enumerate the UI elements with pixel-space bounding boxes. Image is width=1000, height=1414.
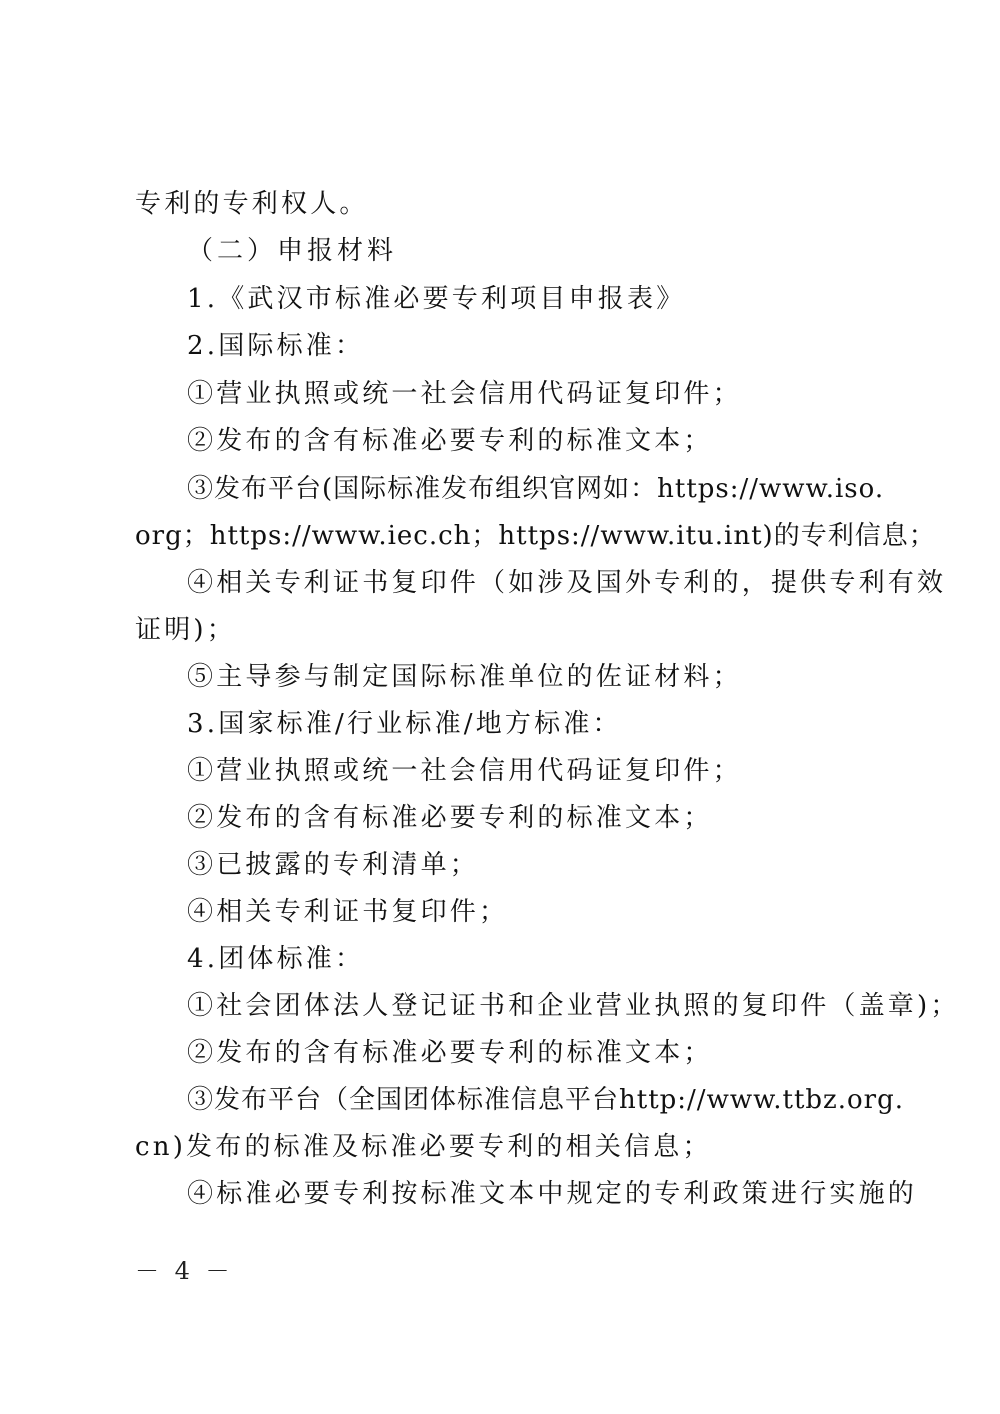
- list-item: ⑤主导参与制定国际标准单位的佐证材料；: [187, 662, 742, 692]
- list-item-continuation: 证明)；: [135, 615, 236, 645]
- list-item: ④相关专利证书复印件；: [187, 897, 509, 927]
- list-item-continuation: org；https://www.iec.ch；https://www.itu.int)的专利信息；: [135, 521, 936, 551]
- subsection-heading: 3.国家标准/行业标准/地方标准：: [187, 709, 622, 739]
- list-item: ①营业执照或统一社会信用代码证复印件；: [187, 379, 742, 409]
- list-item: ②发布的含有标准必要专利的标准文本；: [187, 803, 713, 833]
- subsection-heading: 2.国际标准：: [187, 331, 365, 361]
- list-item: ①营业执照或统一社会信用代码证复印件；: [187, 756, 742, 786]
- list-item: ④标准必要专利按标准文本中规定的专利政策进行实施的: [187, 1179, 918, 1209]
- page-number: － 4 －: [135, 1257, 234, 1285]
- list-item: ②发布的含有标准必要专利的标准文本；: [187, 1038, 713, 1068]
- list-item: ③发布平台(国际标准发布组织官网如：https://www.iso.: [187, 474, 885, 504]
- paragraph-line: 专利的专利权人。: [135, 189, 369, 219]
- section-heading: （二）申报材料: [187, 236, 398, 266]
- list-item: ④相关专利证书复印件（如涉及国外专利的，提供专利有效: [187, 568, 947, 598]
- list-item: 1.《武汉市标准必要专利项目申报表》: [187, 284, 686, 314]
- list-item-continuation: cn)发布的标准及标准必要专利的相关信息；: [135, 1132, 712, 1162]
- list-item: ②发布的含有标准必要专利的标准文本；: [187, 426, 713, 456]
- list-item: ①社会团体法人登记证书和企业营业执照的复印件（盖章)；: [187, 991, 960, 1021]
- subsection-heading: 4.团体标准：: [187, 944, 365, 974]
- list-item: ③已披露的专利清单；: [187, 850, 480, 880]
- list-item: ③发布平台（全国团体标准信息平台http://www.ttbz.org.: [187, 1085, 905, 1115]
